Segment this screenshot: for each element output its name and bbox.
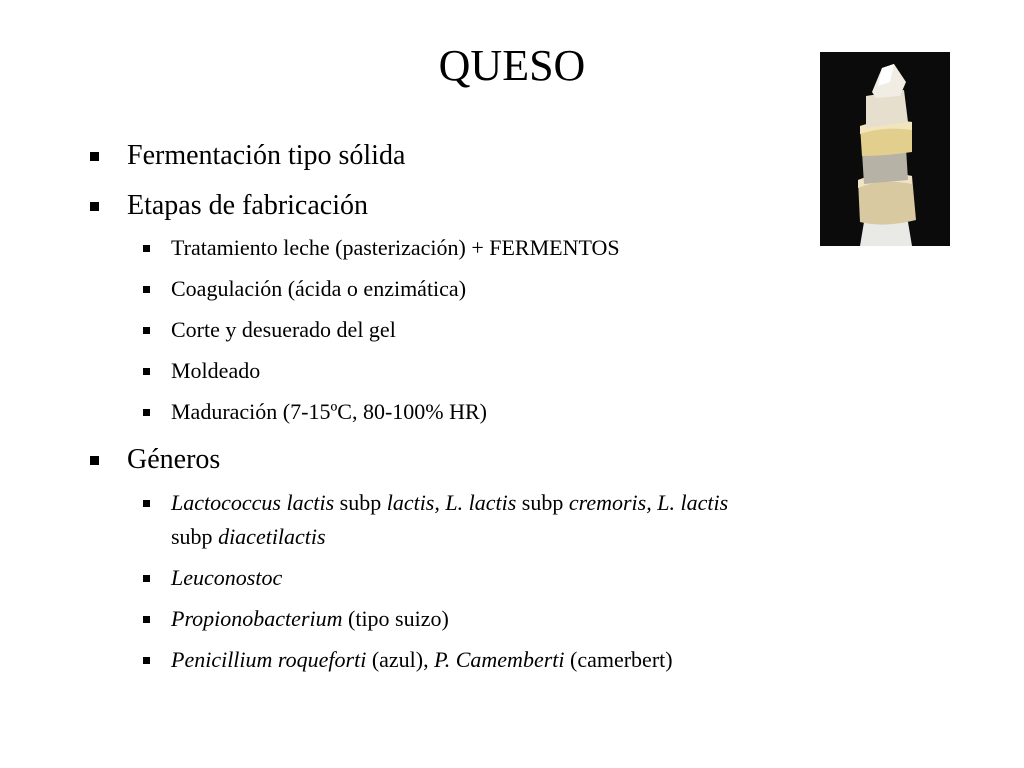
sub-bullet-item [171, 645, 673, 675]
text-run: (camerbert) [564, 647, 673, 672]
cheese-photo-icon [820, 52, 950, 246]
bullet-marker [143, 575, 150, 582]
bullet-marker [143, 245, 150, 252]
text-run: Propionobacterium [171, 606, 343, 631]
text-run: Leuconostoc [171, 565, 283, 590]
text-run: lactis, L. lactis [386, 490, 517, 515]
sub-bullet-item [171, 604, 449, 634]
text-run: diacetilactis [218, 524, 326, 549]
text-run: (azul), [366, 647, 435, 672]
text-run: (tipo suizo) [342, 606, 449, 631]
bullet-item: Fermentación tipo sólida [127, 140, 406, 171]
bullet-item: Etapas de fabricación [127, 190, 368, 221]
sub-bullet-item [171, 563, 282, 593]
bullet-marker [90, 202, 99, 211]
sub-bullet-item: Moldeado [171, 358, 261, 383]
sub-bullet-item-continuation [171, 522, 326, 552]
bullet-marker [143, 657, 150, 664]
sub-bullet-item: Tratamiento leche (pasterización) + FERMENTOS [171, 235, 620, 260]
bullet-item: Géneros [127, 444, 221, 475]
text-run: Lactococcus lactis [171, 490, 335, 515]
bullet-marker [143, 500, 150, 507]
bullet-marker [143, 368, 150, 375]
bullet-marker [143, 409, 150, 416]
bullet-marker [143, 286, 150, 293]
sub-bullet-item: Maduración (7-15ºC, 80-100% HR) [171, 399, 487, 424]
text-run: subp [171, 524, 219, 549]
text-run: subp [516, 490, 569, 515]
text-run: Penicillium roqueforti [171, 647, 367, 672]
bullet-marker [90, 456, 99, 465]
bullet-marker [143, 616, 150, 623]
sub-bullet-item: Corte y desuerado del gel [171, 317, 396, 342]
bullet-marker [143, 327, 150, 334]
bullet-marker [90, 152, 99, 161]
sub-bullet-item [171, 488, 728, 518]
text-run: P. Camemberti [434, 647, 565, 672]
cheese-stack-illustration [820, 52, 950, 246]
text-run: subp [334, 490, 387, 515]
slide-title: QUESO [438, 41, 586, 90]
sub-bullet-item: Coagulación (ácida o enzimática) [171, 276, 467, 301]
text-run: cremoris, L. lactis [568, 490, 729, 515]
